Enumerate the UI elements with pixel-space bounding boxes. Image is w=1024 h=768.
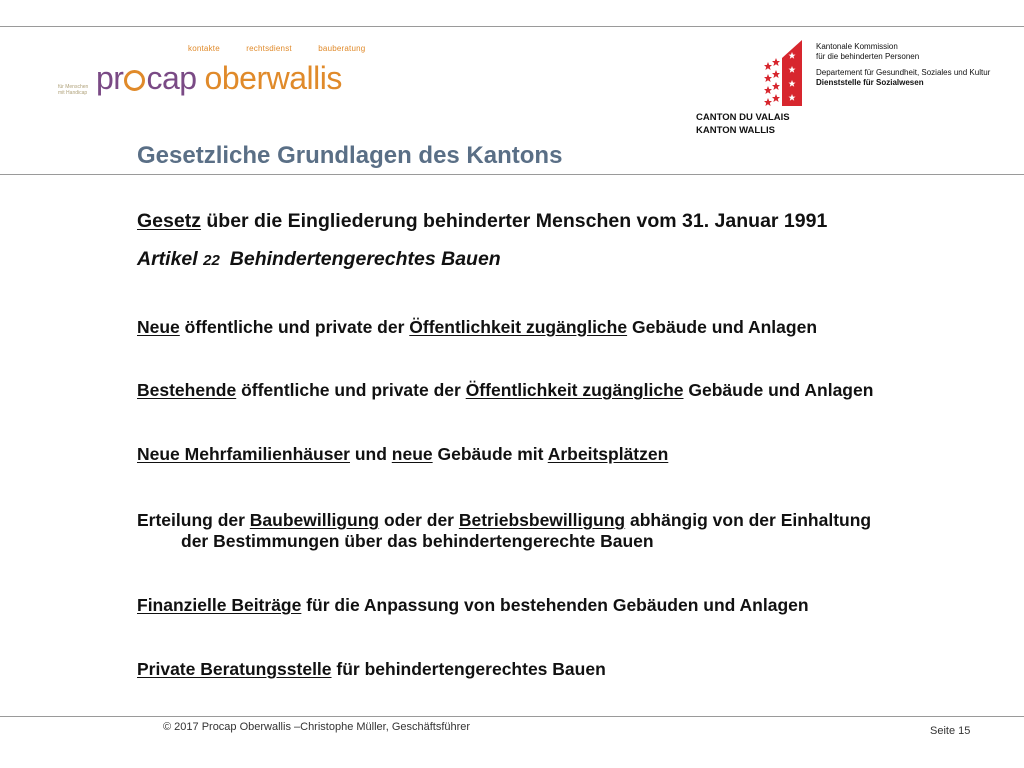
title-divider xyxy=(0,174,1024,175)
top-divider xyxy=(0,26,1024,27)
logo-ring-icon xyxy=(124,70,145,91)
page-title: Gesetzliche Grundlagen des Kantons xyxy=(137,142,563,169)
list-item-new-buildings: Neue öffentliche und private der Öffentlichkeit zugängliche Gebäude und Anlagen xyxy=(137,317,818,337)
page-number: Seite 15 xyxy=(930,725,971,737)
law-heading: Gesetz über die Eingliederung behinderter Menschen vom 31. Januar 1991 xyxy=(137,210,828,232)
article-heading: Artikel 22 Behindertengerechtes Bauen xyxy=(137,248,501,270)
list-item-existing-buildings: Bestehende öffentliche und private der Öffentlichkeit zugängliche Gebäude und Anlagen xyxy=(137,380,874,400)
logo-tag-bauberatung: bauberatung xyxy=(318,44,366,53)
logo-tag-kontakte: kontakte xyxy=(188,44,220,53)
valais-flag-icon xyxy=(762,40,810,110)
canton-department-text: Kantonale Kommission für die behinderten Personen Departement für Gesundheit, Soziales und Kultur Dienststelle für Sozialwesen xyxy=(816,42,991,87)
logo-subtitle: für Menschen mit Handicap xyxy=(58,84,89,96)
list-item-financial: Finanzielle Beiträge für die Anpassung von bestehenden Gebäuden und Anlagen xyxy=(137,595,809,615)
procap-logo xyxy=(50,40,366,110)
logo-wordmark: pr cap oberwallis xyxy=(96,60,342,96)
logo-tag-rechtsdienst: rechtsdienst xyxy=(246,44,292,53)
list-item-advisory: Private Beratungsstelle für behindertengerechtes Bauen xyxy=(137,659,606,679)
logo-tagline xyxy=(188,44,389,53)
canton-name: CANTON DU VALAIS KANTON WALLIS xyxy=(696,112,790,136)
footer-divider xyxy=(0,716,1024,717)
canton-logo xyxy=(690,38,990,142)
footer-copyright: © 2017 Procap Oberwallis –Christophe Müller, Geschäftsführer xyxy=(163,721,471,733)
list-item-multifamily: Neue Mehrfamilienhäuser und neue Gebäude mit Arbeitsplätzen xyxy=(137,444,669,464)
list-item-permits: Erteilung der Baubewilligung oder der Betriebsbewilligung abhängig von der Einhaltung der Bestimmungen über das behindertengerechte Bauen xyxy=(137,510,872,551)
